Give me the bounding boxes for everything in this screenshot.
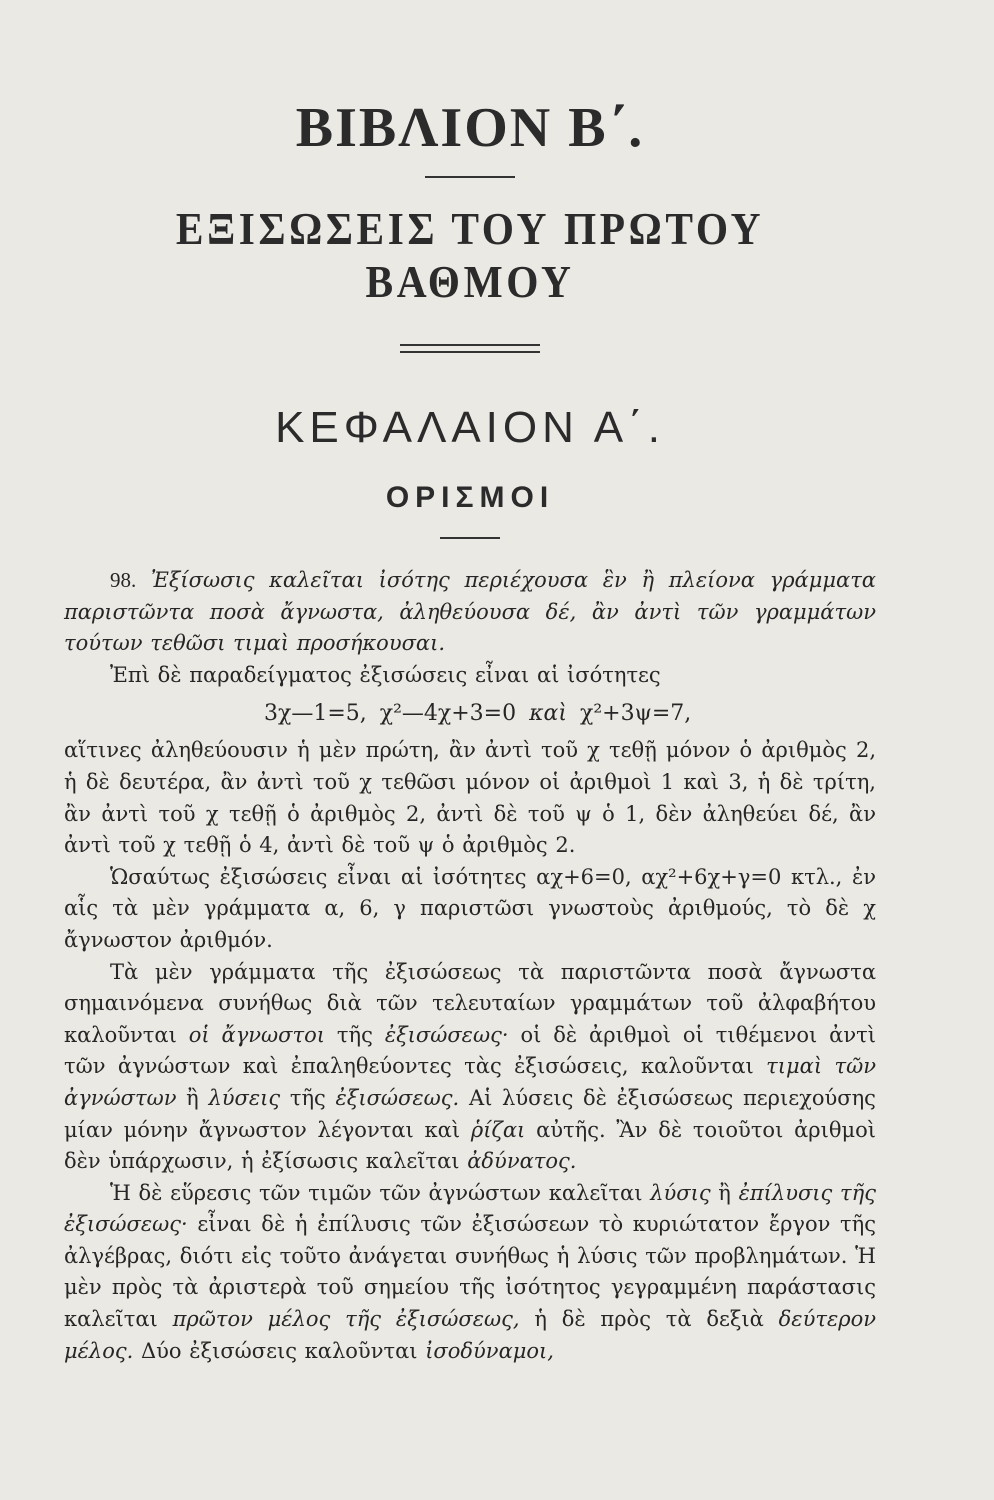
book-title: ΒΙΒΛΙΟΝ Β΄. <box>295 97 645 159</box>
text-run: ἢ <box>718 1180 731 1205</box>
example-formulas <box>64 697 876 731</box>
term-unknowns: οἱ ἄγνωστοι <box>188 1022 325 1047</box>
formula-3: χ²+3ψ=7, <box>580 701 692 727</box>
paragraph-unknowns <box>64 957 876 1178</box>
text-run: ἡ δὲ πρὸς τὰ δεξιὰ <box>534 1307 764 1332</box>
paragraph-examples-intro: Ἐπὶ δὲ παραδείγματος ἐξισώσεις εἶναι αἱ ἰσότητες <box>110 662 661 687</box>
term-equation: ἐξισώσεως. <box>335 1085 460 1110</box>
term-solution: λύσις <box>650 1180 711 1205</box>
formula-2: χ²—4χ+3=0 <box>379 701 517 727</box>
subsection-rule <box>440 537 500 539</box>
paragraph-solving <box>64 1178 876 1368</box>
term-roots: ῥίζαι <box>470 1117 526 1142</box>
title-rule <box>425 176 515 178</box>
term-values: τιμαὶ τῶν ἀγνώστων <box>64 1054 876 1110</box>
paragraph-number: 98. <box>110 568 137 592</box>
text-run: Αἱ λύσεις δὲ ἐξισώσεως περιεχούσης μίαν μόνην ἄγνωστον λέγονται καὶ <box>64 1085 876 1142</box>
text-run: Τὰ μὲν γράμματα τῆς ἐξισώσεως τὰ παριστῶντα ποσὰ ἄγνωστα σημαινόμενα συνήθως διὰ τῶν τελευταίων γραμμάτων τοῦ ἀλφαβήτου καλοῦνται <box>64 959 876 1047</box>
term-equation: ἐξισώσεως· <box>384 1022 509 1047</box>
text-run: αὐτῆς. Ἂν δὲ τοιοῦτοι ἀριθμοὶ δὲν ὑπάρχωσιν, ἡ ἐξίσωσις καλεῖται <box>64 1117 877 1174</box>
paragraph-examples-explanation: αἵτινες ἀληθεύουσιν ἡ μὲν πρώτη, ἂν ἀντὶ τοῦ χ τεθῇ μόνον ὁ ἀριθμὸς 2, ἡ δὲ δευτέρα, ἂν ἀντὶ τοῦ χ τεθῶσι μόνον οἱ ἀριθμοὶ 1 καὶ 3, ἡ δὲ τρίτη, ἂν ἀντὶ τοῦ χ τεθῇ ὁ ἀριθμὸς 2, ἀντὶ δὲ τοῦ ψ ὁ 1, δὲν ἀληθεύει δέ, ἂν ἀντὶ τοῦ χ τεθῇ ὁ 4, ἀντὶ δὲ τοῦ ψ ὁ ἀριθμὸς 2. <box>64 738 876 858</box>
text-run: εἶναι δὲ ἡ ἐπίλυσις τῶν ἐξισώσεων τὸ κυριώτατον ἔργον τῆς ἀλγέβρας, διότι εἰς τοῦτο ἀνάγεται συνήθως ἡ λύσις τῶν προβλημάτων. Ἡ μὲν πρὸς τὰ ἀριστερὰ τοῦ σημείου τῆς ἰσότητος γεγραμμένη παράστασις καλεῖται <box>64 1212 876 1332</box>
definition-text: Ἐξίσωσις καλεῖται ἰσότης περιέχουσα ἓν ἢ πλείονα γράμματα παριστῶντα ποσὰ ἄγνωστα, ἀληθεύουσα δέ, ἂν ἀντὶ τῶν γραμμάτων τούτων τεθῶσι τιμαὶ προσήκουσαι. <box>64 568 876 656</box>
term-second-member: δεύτερον μέλος. <box>64 1307 876 1363</box>
chapter-double-rule <box>400 344 540 353</box>
text-run: τῆς <box>336 1022 373 1047</box>
text-run: οἱ δὲ ἀριθμοὶ οἱ τιθέμενοι ἀντὶ τῶν ἀγνώστων καὶ ἐπαληθεύοντες τὰς ἐξισώσεις, καλοῦνται <box>64 1022 876 1079</box>
term-resolution: ἐπίλυσις τῆς ἐξισώσεως· <box>64 1180 876 1237</box>
text-run: ἢ <box>186 1085 199 1110</box>
paragraph-similar-equations: Ὡσαύτως ἐξισώσεις εἶναι αἱ ἰσότητες αχ+6=0, αχ²+6χ+γ=0 κτλ., ἐν αἷς τὰ μὲν γράμματα α, 6, γ παριστῶσι γνωστοὺς ἀριθμούς, τὸ δὲ χ ἄγνωστον ἀριθμόν. <box>64 864 876 952</box>
text-run: Ἡ δὲ εὕρεσις τῶν τιμῶν τῶν ἀγνώστων καλεῖται <box>110 1180 643 1205</box>
subsection-title: ΟΡΙΣΜΟΙ <box>385 481 555 514</box>
body-text <box>64 565 876 1367</box>
chapter-title: ΕΞΙΣΩΣΕΙΣ ΤΟΥ ΠΡΩΤΟΥ ΒΑΘΜΟΥ <box>175 203 765 307</box>
paragraph-definition <box>64 565 876 660</box>
formula-conjunction: καὶ <box>529 701 568 727</box>
formula-1: 3χ—1=5, <box>264 701 367 727</box>
section-title: ΚΕΦΑΛΑΙΟΝ Α΄. <box>275 403 665 452</box>
term-first-member: πρῶτον μέλος τῆς ἐξισώσεως, <box>172 1307 520 1332</box>
term-equivalent: ἰσοδύναμοι, <box>425 1338 554 1363</box>
text-run: Δύο ἐξισώσεις καλοῦνται <box>141 1338 418 1363</box>
term-impossible: ἀδύνατος. <box>467 1149 577 1174</box>
term-solutions: λύσεις <box>208 1085 281 1110</box>
text-run: τῆς <box>289 1085 326 1110</box>
